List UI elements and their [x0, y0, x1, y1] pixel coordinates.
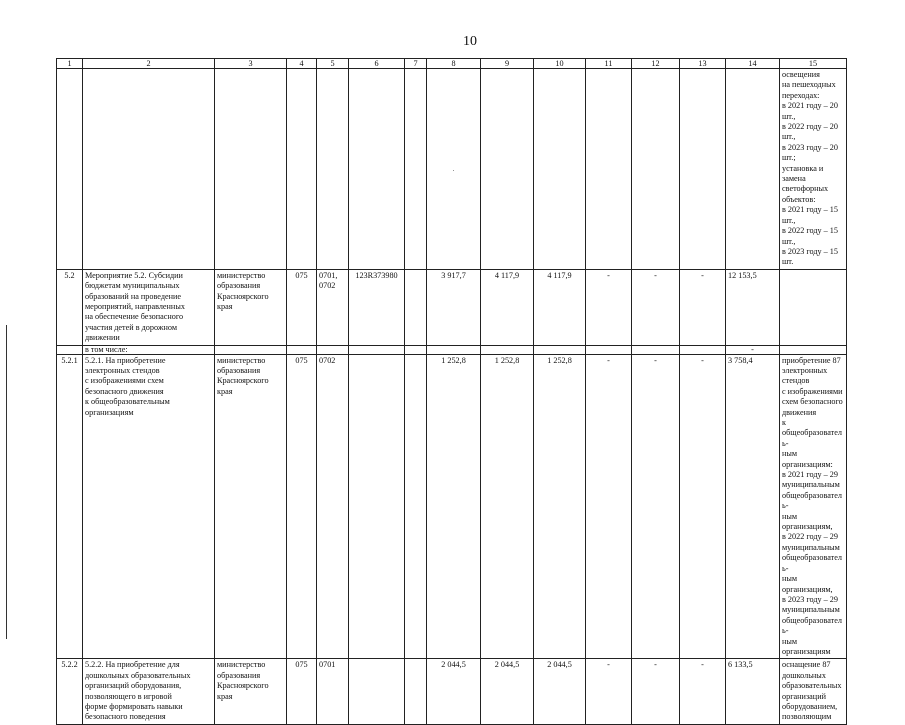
table-cell — [287, 69, 317, 270]
amount-cell: 2 044,5 — [534, 659, 586, 724]
table-cell: - — [632, 354, 680, 659]
result-description-cell — [780, 269, 847, 345]
column-number: 14 — [726, 59, 780, 69]
table-cell — [317, 345, 349, 354]
column-number: 8 — [427, 59, 481, 69]
item-name-cell: 5.2.2. На приобретение для дошкольных образовательных организаций оборудования, позволяющего в игровой форме формировать навыки безопасного поведения — [83, 659, 215, 724]
responsible-body-cell: министерство образования Красноярского края — [215, 354, 287, 659]
table-cell: - — [680, 354, 726, 659]
table-cell — [726, 69, 780, 270]
result-description-cell: оснащение 87 дошкольных образовательных организаций оборудованием, позволяющим — [780, 659, 847, 724]
total-cell: 12 153,5 — [726, 269, 780, 345]
table-cell — [405, 269, 427, 345]
column-number-row — [57, 59, 847, 69]
table-cell: 0701 — [317, 659, 349, 724]
table-cell — [481, 345, 534, 354]
table-cell — [405, 354, 427, 659]
table-row — [57, 69, 847, 270]
amount-cell: 3 917,7 — [427, 269, 481, 345]
total-cell: 6 133,5 — [726, 659, 780, 724]
table-cell — [680, 69, 726, 270]
column-number: 7 — [405, 59, 427, 69]
amount-cell: 2 044,5 — [481, 659, 534, 724]
responsible-body-cell: министерство образования Красноярского края — [215, 659, 287, 724]
table-cell — [405, 345, 427, 354]
table-row — [57, 269, 847, 345]
table-cell: 075 — [287, 269, 317, 345]
page-number: 10 — [463, 34, 477, 49]
table-row — [57, 354, 847, 659]
table-cell — [680, 345, 726, 354]
table-cell — [534, 345, 586, 354]
table-cell: - — [586, 659, 632, 724]
table-cell — [534, 69, 586, 270]
item-name-cell: Мероприятие 5.2. Субсидии бюджетам муниципальных образований на проведение мероприятий, направленных на обеспечение безопасного участия детей в дорожном движении — [83, 269, 215, 345]
table-cell — [349, 345, 405, 354]
table-cell: 0702 — [317, 354, 349, 659]
responsible-body-cell: министерство образования Красноярского края — [215, 269, 287, 345]
table-cell: 0701, 0702 — [317, 269, 349, 345]
table-cell: 075 — [287, 354, 317, 659]
table-cell: - — [632, 659, 680, 724]
table-cell: - — [632, 269, 680, 345]
table-cell — [405, 69, 427, 270]
table-cell: в том числе: — [83, 345, 215, 354]
item-name-cell: 5.2.1. На приобретение электронных стендов с изображениями схем безопасного движения к общеобразовательным организациям — [83, 354, 215, 659]
item-number-cell: 5.2 — [57, 269, 83, 345]
budget-table — [56, 58, 847, 725]
column-number: 10 — [534, 59, 586, 69]
column-number: 13 — [680, 59, 726, 69]
column-number: 11 — [586, 59, 632, 69]
table-cell — [317, 69, 349, 270]
column-number: 3 — [215, 59, 287, 69]
table-cell — [287, 345, 317, 354]
amount-cell: 1 252,8 — [427, 354, 481, 659]
table-cell — [57, 69, 83, 270]
result-description-cell: освещения на пешеходных переходах: в 2021 году – 20 шт., в 2022 году – 20 шт., в 2023 году – 20 шт.; установка и замена светофорных объектов: в 2021 году – 15 шт., в 2022 году – 15 шт., в 2023 году – 15 шт. — [780, 69, 847, 270]
table-cell — [481, 69, 534, 270]
table-cell — [586, 345, 632, 354]
column-number: 1 — [57, 59, 83, 69]
table-cell — [405, 659, 427, 724]
table-cell — [349, 354, 405, 659]
total-cell: 3 758,4 — [726, 354, 780, 659]
table-cell: - — [680, 659, 726, 724]
table-row — [57, 345, 847, 354]
table-cell: - — [726, 345, 780, 354]
table-cell: 123R373980 — [349, 269, 405, 345]
amount-cell: 1 252,8 — [481, 354, 534, 659]
column-number: 6 — [349, 59, 405, 69]
amount-cell: 2 044,5 — [427, 659, 481, 724]
item-number-cell: 5.2.2 — [57, 659, 83, 724]
table-cell — [586, 69, 632, 270]
table-cell: - — [680, 269, 726, 345]
column-number: 15 — [780, 59, 847, 69]
table-cell — [349, 69, 405, 270]
table-cell: 075 — [287, 659, 317, 724]
table-cell — [215, 69, 287, 270]
amount-cell: 4 117,9 — [481, 269, 534, 345]
column-number: 12 — [632, 59, 680, 69]
table-cell — [780, 345, 847, 354]
table-cell — [427, 345, 481, 354]
result-description-cell: приобретение 87 электронных стендов с изображениями схем безопасного движения к общеобразователь- ным организациям: в 2021 году – 29 муниципальным общеобразователь- ным организациям, в 2022 году – 29 муниципальным общеобразователь- ным организациям, в 2023 году – 29 муниципальным общеобразователь- ным организациям — [780, 354, 847, 659]
table-cell: - — [586, 354, 632, 659]
amount-cell: 1 252,8 — [534, 354, 586, 659]
table-cell — [215, 345, 287, 354]
table-row — [57, 659, 847, 724]
margin-line — [6, 325, 7, 639]
table-cell — [57, 345, 83, 354]
table-cell — [349, 659, 405, 724]
amount-cell: 4 117,9 — [534, 269, 586, 345]
column-number: 9 — [481, 59, 534, 69]
table-cell — [632, 69, 680, 270]
table-cell — [632, 345, 680, 354]
item-number-cell: 5.2.1 — [57, 354, 83, 659]
table-cell: - — [586, 269, 632, 345]
column-number: 5 — [317, 59, 349, 69]
table-cell: . — [427, 69, 481, 270]
column-number: 2 — [83, 59, 215, 69]
column-number: 4 — [287, 59, 317, 69]
table-cell — [83, 69, 215, 270]
